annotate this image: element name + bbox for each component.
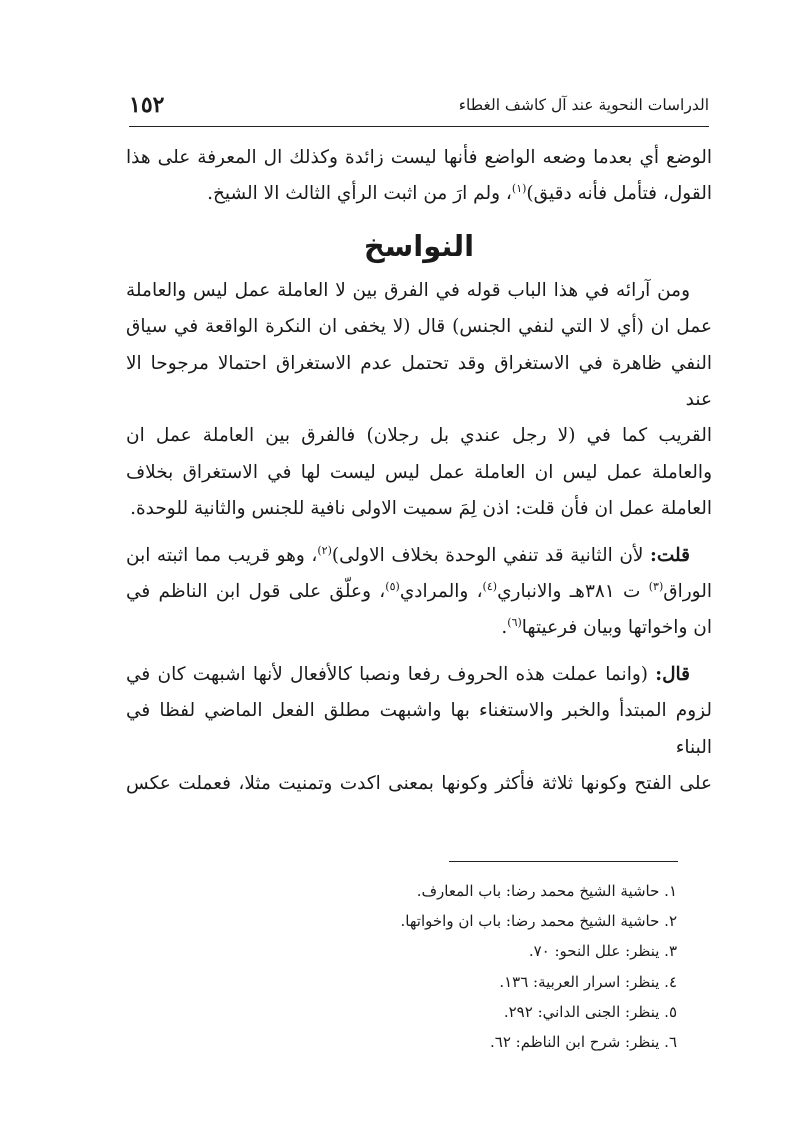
para2-text-2: ، وهو قريب مما اثبته ابن bbox=[126, 544, 318, 566]
footnote-ref-2[interactable]: (٢) bbox=[317, 543, 332, 557]
para1-line-6: العاملة عمل ان فأن قلت: اذن لِمَ سميت الاولى نافية للجنس والثانية للوحدة. bbox=[130, 498, 712, 520]
footnote-ref-1[interactable]: (١) bbox=[511, 182, 527, 196]
footnote-ref-6[interactable]: (٦) bbox=[507, 616, 522, 630]
para1-line-4: القريب كما في (لا رجل عندي بل رجلان) فالفرق بين العاملة عمل ان bbox=[126, 425, 712, 447]
para3-text-1: (وانما عملت هذه الحروف رفعا ونصبا كالأفعال لأنها اشبهت كان في bbox=[126, 663, 656, 685]
para3-line-1 bbox=[126, 657, 712, 693]
para2-text-4: ت ٣٨١هـ والانباري bbox=[497, 581, 649, 603]
para1-line-3: النفي ظاهرة في الاستغراق وقد تحتمل عدم الاستغراق احتمالا مرجوحا الا عند bbox=[126, 352, 712, 411]
para1-line-5: والعاملة عمل ليس ان العاملة عمل ليس ليست لها في الاستغراق بخلاف bbox=[126, 461, 712, 483]
para2-text-3: الوراق bbox=[663, 581, 713, 603]
para2-line-2 bbox=[126, 574, 712, 610]
footnote-5: ٥. ينظر: الجنى الداني: ٢٩٢. bbox=[503, 1002, 677, 1021]
intro-line-1: الوضع أي بعدما وضعه الواضع فأنها ليست زائدة وكذلك ال المعرفة على هذا bbox=[126, 147, 712, 168]
intro-tail: ، ولم ارَ من اثبت الرأي الثالث الا الشيخ. bbox=[207, 183, 512, 205]
para2-text-1: لأن الثانية قد تنفي الوحدة بخلاف الاولى) bbox=[331, 544, 651, 566]
footnote-separator bbox=[449, 861, 678, 862]
running-title: الدراسات النحوية عند آل كاشف الغطاء bbox=[458, 96, 709, 114]
para1-line-2: عمل ان (أي لا التي لنفي الجنس) قال (لا يخفى ان النكرة الواقعة في سياق bbox=[126, 316, 712, 338]
footnote-3: ٣. ينظر: علل النحو: ٧٠. bbox=[528, 942, 677, 961]
para2-text-6: ، وعلّق على قول ابن الناظم في bbox=[126, 581, 386, 603]
para3-lead: قال: bbox=[655, 663, 690, 685]
para1-line-1: ومن آرائه في هذا الباب قوله في الفرق بين لا العاملة عمل ليس والعاملة bbox=[126, 279, 690, 301]
footnote-ref-3[interactable]: (٣) bbox=[648, 579, 664, 593]
footnote-1: ١. حاشية الشيخ محمد رضا: باب المعارف. bbox=[416, 882, 677, 900]
para3-line-3: على الفتح وكونها ثلاثة فأكثر وكونها بمعنى اكدت وتمنيت مثلا، فعملت عكس bbox=[126, 773, 712, 795]
page-number: ١٥٢ bbox=[129, 92, 165, 118]
para2-text-5: ، والمرادي bbox=[399, 581, 483, 603]
section-title: النواسخ bbox=[363, 228, 475, 263]
footnote-6: ٦. ينظر: شرح ابن الناظم: ٦٢. bbox=[489, 1033, 677, 1052]
intro-text: القول، فتأمل فأنه دقيق) bbox=[526, 183, 712, 205]
para2-line-1 bbox=[126, 538, 712, 574]
footnotes-list bbox=[257, 876, 677, 1057]
para2-line-3 bbox=[126, 610, 712, 646]
body-text bbox=[126, 140, 712, 803]
footnote-ref-5[interactable]: (٥) bbox=[385, 579, 400, 593]
para2-text-8: . bbox=[501, 617, 508, 639]
para2-text-7: ان واخواتها وبيان فرعيتها bbox=[521, 617, 712, 639]
page-header bbox=[129, 92, 709, 127]
footnote-4: ٤. ينظر: اسرار العربية: ١٣٦. bbox=[499, 972, 677, 991]
footnote-2: ٢. حاشية الشيخ محمد رضا: باب ان واخواتها. bbox=[400, 912, 677, 931]
para3-line-2: لزوم المبتدأ والخبر والاستغناء بها واشبهت مطلق الفعل الماضي لفظا في البناء bbox=[126, 700, 712, 758]
intro-line-2 bbox=[126, 176, 712, 212]
footnote-ref-4[interactable]: (٤) bbox=[482, 579, 498, 593]
para2-lead: قلت: bbox=[650, 544, 690, 566]
